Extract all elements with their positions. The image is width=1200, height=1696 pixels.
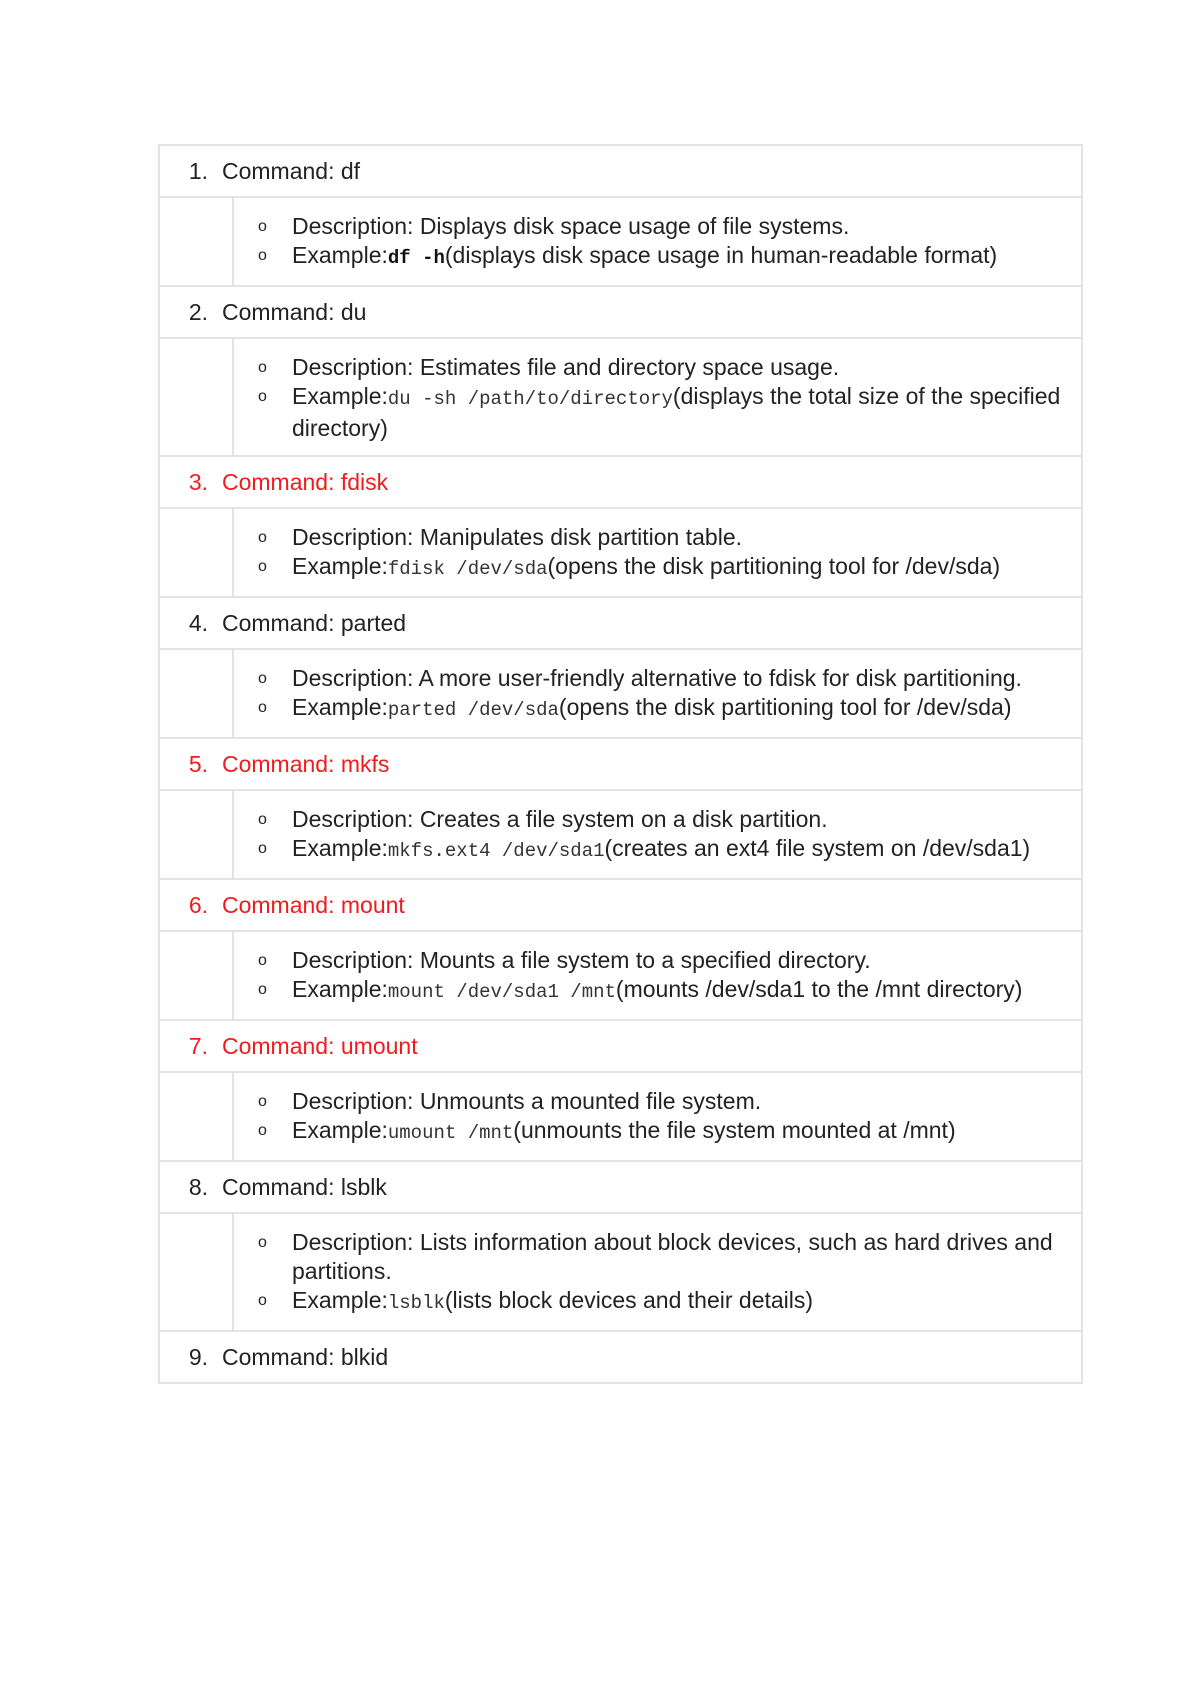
example-explanation: (lists block devices and their details) [444,1287,814,1313]
detail-indent-cell [160,509,234,596]
example-explanation: (mounts /dev/sda1 to the /mnt directory) [615,976,1023,1002]
example-label: Example: [292,383,388,409]
command-details [158,1214,1083,1332]
detail-indent-cell [160,932,234,1019]
command-number: 5. [188,750,208,777]
command-title: Command: mkfs [222,750,390,777]
command-details [158,650,1083,739]
command-row [158,880,1083,932]
command-title: Command: blkid [222,1343,389,1370]
detail-list [234,932,1081,1019]
example-code: lsblk [387,1292,445,1314]
command-row [158,146,1083,198]
example-label: Example: [292,553,388,579]
detail-list [234,791,1081,878]
command-title: Command: df [222,157,361,184]
description-text: Description: A more user-friendly alternative to fdisk for disk partitioning. [292,665,1022,691]
command-title: Command: mount [222,891,405,918]
command-table [158,144,1083,1384]
command-number: 9. [188,1343,208,1370]
example-code: fdisk /dev/sda [387,558,548,580]
bullet-circle-icon: o [258,1122,267,1139]
example-item [234,1286,1081,1318]
example-label: Example: [292,1117,388,1143]
example-code: df -h [387,247,445,269]
command-number: 4. [188,609,208,636]
example-explanation: (creates an ext4 file system on /dev/sda1) [604,835,1031,861]
example-label: Example: [292,242,388,268]
command-number: 2. [188,298,208,325]
bullet-circle-icon: o [258,247,267,264]
bullet-circle-icon: o [258,1292,267,1309]
detail-indent-cell [160,650,234,737]
example-label: Example: [292,694,388,720]
description-item [234,353,1081,382]
command-title: Command: lsblk [222,1173,387,1200]
description-item [234,664,1081,693]
detail-list [234,198,1081,285]
example-explanation: (opens the disk partitioning tool for /dev/sda) [547,553,1001,579]
detail-indent-cell [160,791,234,878]
command-row [158,739,1083,791]
example-item [234,975,1081,1007]
example-item [234,1116,1081,1148]
example-label: Example: [292,976,388,1002]
description-item [234,805,1081,834]
description-text: Description: Lists information about block devices, such as hard drives and partitions. [292,1229,1053,1284]
detail-list [234,1073,1081,1160]
detail-list [234,650,1081,737]
command-number: 1. [188,157,208,184]
example-code: umount /mnt [387,1122,514,1144]
detail-indent-cell [160,339,234,455]
command-row [158,1021,1083,1073]
bullet-circle-icon: o [258,1093,267,1110]
command-row [158,1332,1083,1384]
description-text: Description: Unmounts a mounted file system. [292,1088,762,1114]
command-details [158,198,1083,287]
bullet-circle-icon: o [258,981,267,998]
command-number: 6. [188,891,208,918]
example-explanation: (displays disk space usage in human-readable format) [444,242,998,268]
description-item [234,523,1081,552]
bullet-circle-icon: o [258,811,267,828]
detail-indent-cell [160,198,234,285]
bullet-circle-icon: o [258,218,267,235]
example-item [234,693,1081,725]
bullet-circle-icon: o [258,388,267,405]
bullet-circle-icon: o [258,1234,267,1251]
example-code: mount /dev/sda1 /mnt [387,981,616,1003]
command-title: Command: umount [222,1032,418,1059]
example-code: du -sh /path/to/directory [387,388,673,410]
bullet-circle-icon: o [258,558,267,575]
description-item [234,946,1081,975]
example-code: parted /dev/sda [387,699,559,721]
example-item [234,834,1081,866]
bullet-circle-icon: o [258,529,267,546]
example-item [234,552,1081,584]
command-number: 3. [188,468,208,495]
example-item [234,382,1081,443]
example-code: mkfs.ext4 /dev/sda1 [387,840,605,862]
command-details [158,509,1083,598]
command-details [158,932,1083,1021]
example-label: Example: [292,1287,388,1313]
bullet-circle-icon: o [258,359,267,376]
description-item [234,212,1081,241]
detail-list [234,339,1081,455]
bullet-circle-icon: o [258,840,267,857]
bullet-circle-icon: o [258,952,267,969]
example-explanation: (displays the total size of the specified directory) [292,383,1061,441]
command-number: 7. [188,1032,208,1059]
command-details [158,1073,1083,1162]
description-text: Description: Manipulates disk partition table. [292,524,743,550]
command-row [158,598,1083,650]
description-text: Description: Mounts a file system to a specified directory. [292,947,871,973]
detail-list [234,1214,1081,1330]
command-details [158,339,1083,457]
command-title: Command: parted [222,609,407,636]
example-label: Example: [292,835,388,861]
command-details [158,791,1083,880]
command-row [158,457,1083,509]
command-row [158,1162,1083,1214]
description-text: Description: Estimates file and directory space usage. [292,354,840,380]
example-explanation: (opens the disk partitioning tool for /dev/sda) [558,694,1012,720]
command-title: Command: du [222,298,367,325]
description-text: Description: Creates a file system on a disk partition. [292,806,828,832]
description-text: Description: Displays disk space usage of file systems. [292,213,850,239]
detail-indent-cell [160,1073,234,1160]
bullet-circle-icon: o [258,670,267,687]
example-explanation: (unmounts the file system mounted at /mnt) [513,1117,956,1143]
description-item [234,1087,1081,1116]
command-row [158,287,1083,339]
example-item [234,241,1081,273]
command-title: Command: fdisk [222,468,389,495]
detail-indent-cell [160,1214,234,1330]
detail-list [234,509,1081,596]
bullet-circle-icon: o [258,699,267,716]
command-number: 8. [188,1173,208,1200]
description-item [234,1228,1081,1286]
